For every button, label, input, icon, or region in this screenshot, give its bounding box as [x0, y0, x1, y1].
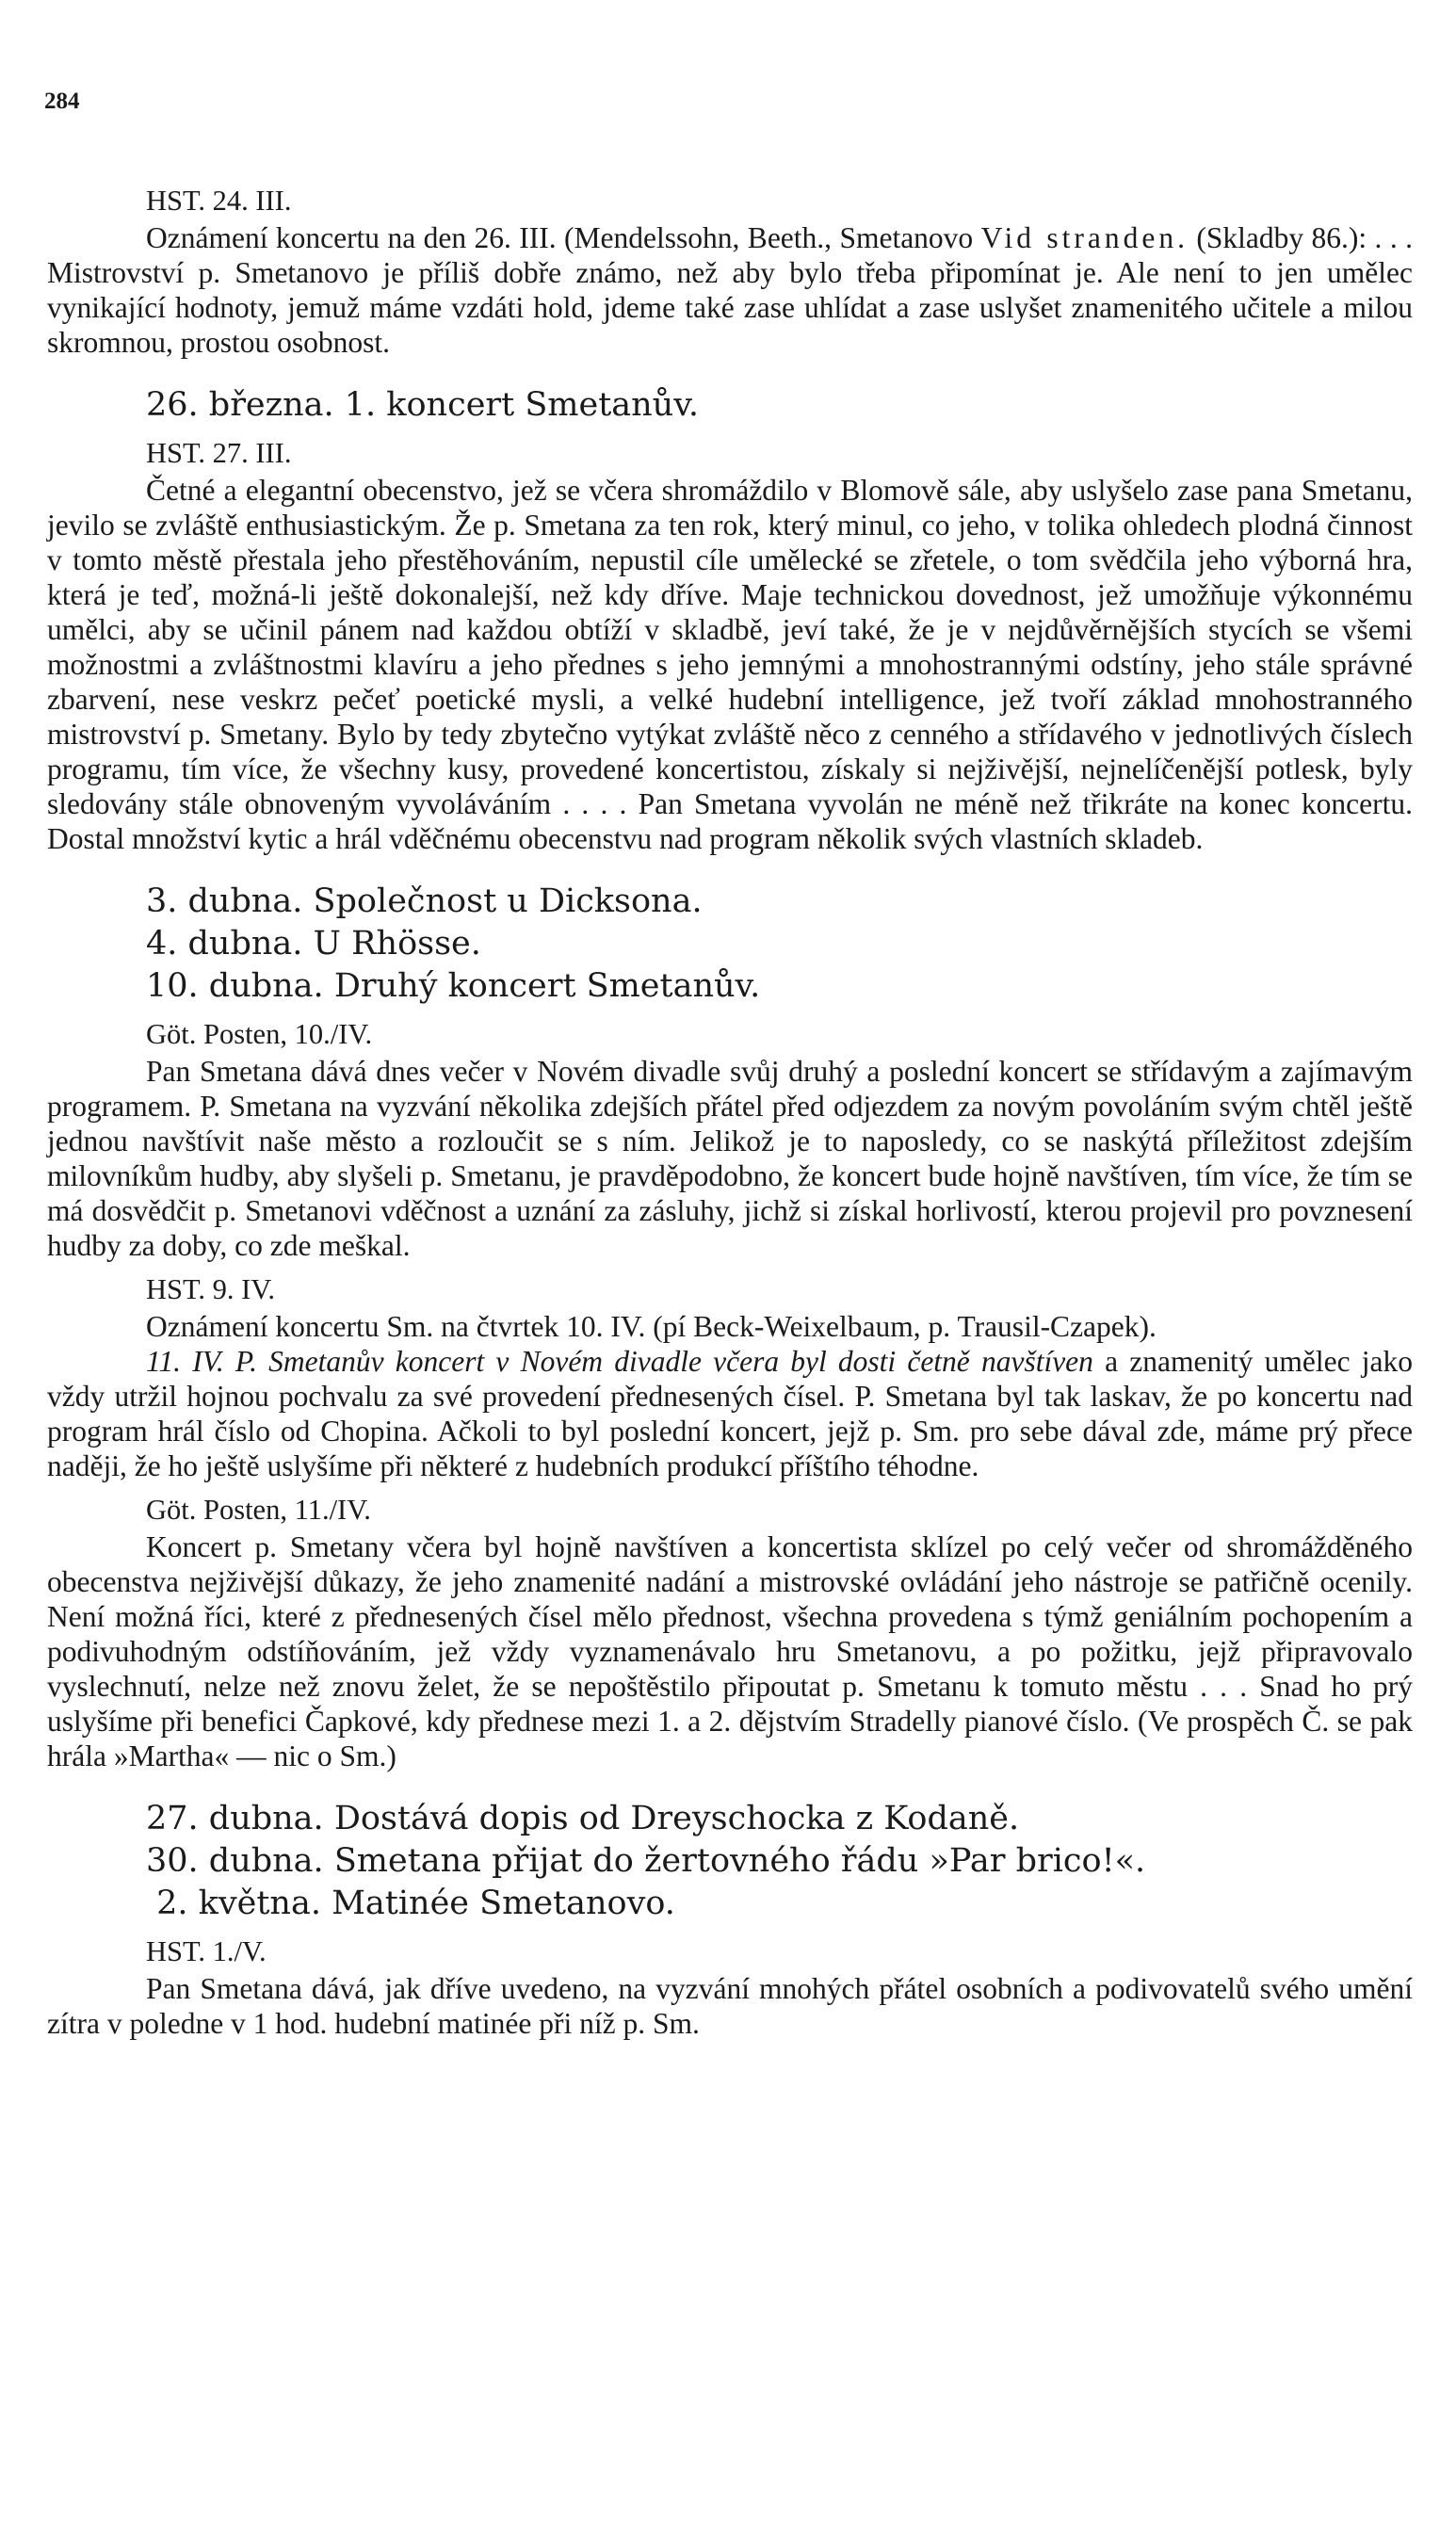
paragraph-hst-27-3: Četné a elegantní obecenstvo, jež se včera shromáždilo v Blomově sále, aby uslyšelo zase pana Smetanu, jevilo se zvláště enthusiastickým. Že p. Smetana za ten rok, který minul, co jeho, v tolika ohledech plodná činnost v tomto městě přestala jeho přestěhováním, nepustil cíle umělecké se zřetele, o tom svědčila jeho výborná hra, která je teď, možná-li ještě dokonalejší, než kdy dříve. Maje technickou dovednost, jež umožňuje výkonnému umělci, aby se učinil pánem nad každou obtíží v skladbě, jeví také, že je v nejdůvěrnějších stycích se všemi možnostmi a zvláštnostmi klavíru a jeho přednes s jeho jemnými a mnohostrannými odstíny, jeho stále správné zbarvení, nese veskrz pečeť poetické mysli, a velké hudební intelligence, jež tvoří základ mnohostranného mistrovství p. Smetany. Bylo by tedy zbytečno vytýkat zvláště něco z cenného a střídavého v jednotlivých číslech programu, tím více, že všechny kusy, provedené koncertistou, získaly si nejživější, nejnelíčenější potlesk, byly sledovány stále obnoveným vyvoláváním . . . . Pan Smetana vyvolán ne méně než třikráte na konec koncertu. Dostal množství kytic a hrál vděčnému obecenstvu nad program několik svých vlastních skladeb. [47, 474, 1413, 855]
date-heading-27-dubna [47, 1798, 1413, 1840]
paragraph-text: (Skladby 86.): . . . Mistrovství p. Smetanovo je příliš dobře známo, než aby bylo třeba připomínat je. Ale není to jen umělec vynikající hodnoty, jemuž máme vzdáti hold, jdeme také zase uhlídat a zase uslyšet znamenitého učitele a milou skromnou, prostou osobnost. [47, 221, 1413, 359]
date-heading-2-kvetna [47, 1883, 1413, 1925]
paragraph-gp-11-4: Koncert p. Smetany včera byl hojně navštíven a koncertista sklízel po celý večer od shromážděného obecenstva nejživější důkazy, že jeho znamenité nadání a mistrovské ovládání jeho nástroje se patřičně ocenily. Není možná říci, které z přednesených čísel mělo přednost, všechna provedena s týmž geniálním pochopením a podivuhodným odstíňováním, jež vždy vyznamenávalo hru Smetanovu, a po požitku, jejž připravovalo vyslechnutí, nelze než znovu želet, že se nepoštěstilo připoutat p. Smetanu k tomuto městu . . . Snad ho prý uslyšíme při benefici Čapkové, kdy přednese mezi 1. a 2. dějstvím Stradelly pianové číslo. (Ve prospěch Č. se pak hrála »Martha« — nic o Sm.) [47, 1530, 1413, 1772]
date-label: 3. dubna. [146, 882, 303, 920]
date-heading-10-dubna [47, 965, 1413, 1008]
event-label: Smetana přijat do žertovného řádu »Par brico!«. [333, 1842, 1146, 1880]
paragraph-text: Oznámení koncertu na den 26. III. (Mendelssohn, Beeth., Smetanovo [146, 221, 981, 254]
date-label: 26. března. [146, 386, 334, 424]
event-label: Společnost u Dicksona. [313, 882, 703, 920]
italic-lead: 11. IV. P. Smetanův koncert v Novém divadle včera byl dosti četně navštíven [146, 1345, 1093, 1378]
source-hst-1-5: HST. 1./V. [146, 1935, 267, 1967]
event-label: Matinée Smetanovo. [332, 1885, 675, 1922]
paragraph-text: a znamenitý umělec jako vždy utržil hojnou pochvalu za své provedení přednesených čísel. P. Smetana byl tak laskav, že po koncertu nad program hrál číslo od Chopina. Ačkoli to byl poslední koncert, jejž p. Sm. pro sebe dával zde, máme prý přece naději, že ho ještě uslyšíme při některé z hudebních produkcí příštího téhodne. [47, 1345, 1413, 1482]
source-gp-10-4: Göt. Posten, 10./IV. [146, 1018, 373, 1050]
date-heading-26-brezna [47, 384, 1413, 427]
paragraph-hst-24-3 [47, 220, 1413, 360]
source-hst-24-3: HST. 24. III. [146, 185, 292, 217]
event-label: Druhý koncert Smetanův. [333, 967, 761, 1005]
date-label: 27. dubna. [146, 1800, 324, 1837]
source-hst-9-4: HST. 9. IV. [146, 1273, 275, 1305]
event-label: U Rhösse. [313, 925, 481, 963]
event-label: 1. koncert Smetanův. [344, 386, 699, 424]
date-label: 2. května. [156, 1885, 321, 1922]
source-hst-27-3: HST. 27. III. [146, 437, 292, 469]
paragraph-hst-11-4 [47, 1344, 1413, 1483]
paragraph-gp-10-4: Pan Smetana dává dnes večer v Novém divadle svůj druhý a poslední koncert se střídavým a zajímavým programem. P. Smetana na vyzvání několika zdejších přátel před odjezdem za novým povoláním svým chtěl ještě jednou navštívit naše město a rozloučit se s ním. Jelikož je to naposledy, co se naskýtá příležitost zdejším milovníkům hudby, aby slyšeli p. Smetanu, je pravděpodobno, že koncert bude hojně navštíven, tím více, že tím se má dosvědčit p. Smetanovi vděčnost a uznání za zásluhy, jichž si získal horlivostí, kterou projevil pro povznesení hudby za doby, co zde meškal. [47, 1055, 1413, 1262]
page-number: 284 [44, 89, 80, 114]
date-label: 30. dubna. [146, 1842, 324, 1880]
paragraph-hst-9-4: Oznámení koncertu Sm. na čtvrtek 10. IV. (pí Beck-Weixelbaum, p. Trausil-Czapek). [146, 1310, 1157, 1343]
source-gp-11-4: Göt. Posten, 11./IV. [146, 1494, 371, 1526]
date-heading-30-dubna [47, 1840, 1413, 1883]
paragraph-hst-1-5: Pan Smetana dává, jak dříve uvedeno, na vyzvání mnohých přátel osobních a podivovatelů svého umění zítra v poledne v 1 hod. hudební matinée při níž p. Sm. [47, 1972, 1413, 2040]
page-content [47, 184, 1413, 2041]
date-label: 4. dubna. [146, 925, 303, 963]
spaced-title: Vid stranden. [980, 221, 1189, 254]
date-heading-4-dubna [47, 923, 1413, 965]
date-heading-3-dubna [47, 881, 1413, 923]
date-label: 10. dubna. [146, 967, 324, 1005]
event-label: Dostává dopis od Dreyschocka z Kodaně. [333, 1800, 1020, 1837]
